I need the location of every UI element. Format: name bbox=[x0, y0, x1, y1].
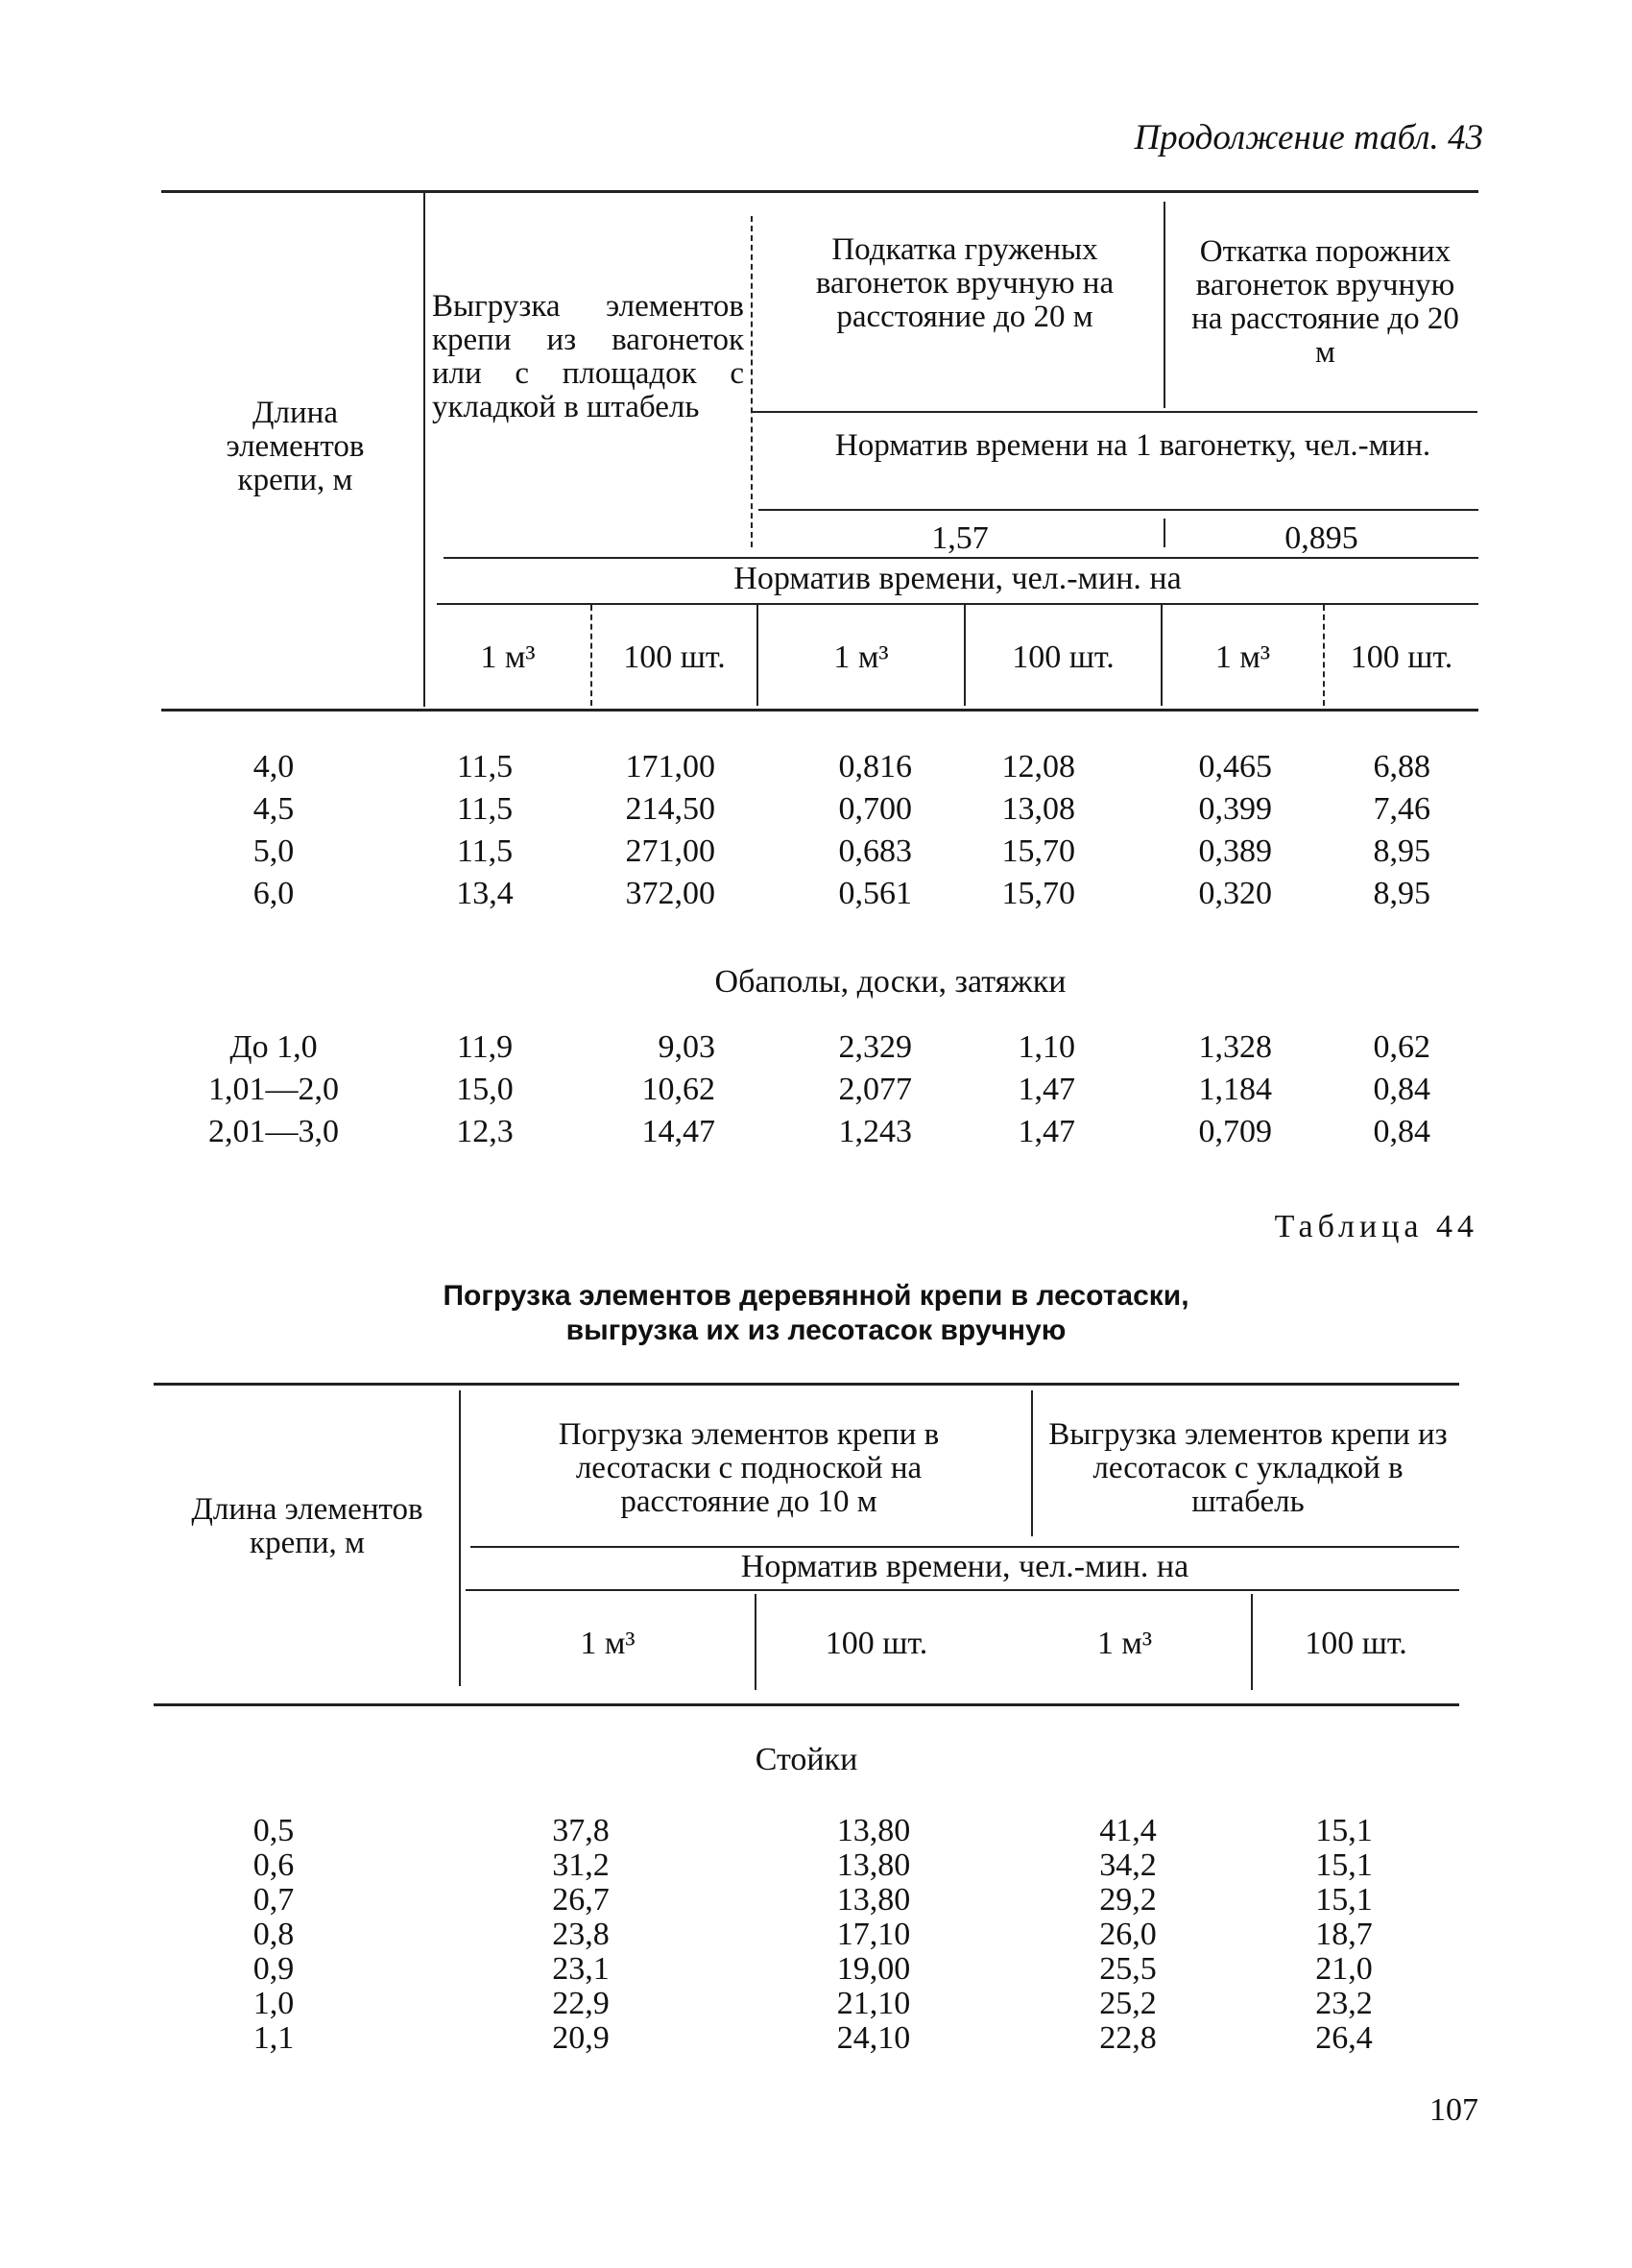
title-line: Погрузка элементов деревянной крепи в лесотаски, bbox=[443, 1280, 1189, 1312]
cell: 4,0 bbox=[252, 749, 295, 784]
cell: 31,2 bbox=[552, 1847, 610, 1883]
cell: 0,62 bbox=[1373, 1029, 1430, 1065]
cell: 22,8 bbox=[1099, 2020, 1157, 2056]
cell: 15,0 bbox=[456, 1072, 514, 1107]
header-rule bbox=[753, 411, 1477, 413]
continuation-label: Продолжение табл. 43 bbox=[1134, 118, 1483, 157]
page-number: 107 bbox=[1429, 2092, 1478, 2128]
cell: 19,00 bbox=[836, 1951, 911, 1987]
table-44-label: Таблица 44 bbox=[1274, 1209, 1478, 1244]
cell: 0,816 bbox=[838, 749, 912, 784]
cell: 11,5 bbox=[456, 833, 514, 869]
cell: 12,3 bbox=[456, 1114, 514, 1149]
cell: 8,95 bbox=[1373, 833, 1430, 869]
cell: 29,2 bbox=[1099, 1882, 1157, 1918]
cell: 271,00 bbox=[625, 833, 715, 869]
cell: 37,8 bbox=[552, 1813, 610, 1848]
cell: 26,4 bbox=[1315, 2020, 1373, 2056]
cell: 23,2 bbox=[1315, 1986, 1373, 2021]
cell: 26,7 bbox=[552, 1882, 610, 1918]
cell: 15,1 bbox=[1315, 1847, 1373, 1883]
header-rule bbox=[758, 509, 1478, 511]
cell: 0,84 bbox=[1373, 1114, 1430, 1149]
cell: 1,47 bbox=[1018, 1072, 1075, 1107]
cell: 13,4 bbox=[456, 876, 514, 911]
unit-header: 100 шт. bbox=[1305, 1626, 1407, 1661]
cell: 15,70 bbox=[1001, 876, 1075, 911]
cell: 22,9 bbox=[552, 1986, 610, 2021]
cell: 17,10 bbox=[836, 1917, 911, 1952]
header-rule bbox=[466, 1589, 1459, 1591]
cell: 4,5 bbox=[252, 791, 295, 827]
col-header-push: Подкатка груженых вагонеток вручную на расстояние до 20 м bbox=[815, 232, 1115, 334]
cell: 13,80 bbox=[836, 1882, 911, 1918]
cell: 0,320 bbox=[1198, 876, 1272, 911]
cell: 1,184 bbox=[1198, 1072, 1272, 1107]
unit-header: 1 м³ bbox=[1214, 639, 1271, 675]
cell: 41,4 bbox=[1099, 1813, 1157, 1848]
push-norm-value: 1,57 bbox=[931, 520, 989, 556]
cell: 21,10 bbox=[836, 1986, 911, 2021]
cell: 171,00 bbox=[625, 749, 715, 784]
col-divider bbox=[423, 190, 425, 707]
section-heading: Обаполы, доски, затяжки bbox=[714, 964, 1067, 1000]
col-header-unload: Выгрузка элементов крепи из вагонеток или с площадок с укладкой в штабель bbox=[432, 289, 744, 424]
cell: 20,9 bbox=[552, 2020, 610, 2056]
col-header-length: Длина элементов крепи, м bbox=[226, 396, 365, 497]
header-rule bbox=[444, 557, 1478, 559]
cell: 6,0 bbox=[252, 876, 295, 911]
cell: 0,709 bbox=[1198, 1114, 1272, 1149]
cell: 12,08 bbox=[1001, 749, 1075, 784]
cell: 0,6 bbox=[252, 1847, 295, 1883]
cell: 2,077 bbox=[838, 1072, 912, 1107]
header-rule bbox=[470, 1546, 1459, 1548]
header-bottom-rule bbox=[161, 709, 1478, 712]
cell: 1,1 bbox=[252, 2020, 295, 2056]
cell: 9,03 bbox=[658, 1029, 715, 1065]
cell: 0,399 bbox=[1198, 791, 1272, 827]
cell: 1,10 bbox=[1018, 1029, 1075, 1065]
cell: 0,465 bbox=[1198, 749, 1272, 784]
cell: 15,1 bbox=[1315, 1882, 1373, 1918]
cell: 25,2 bbox=[1099, 1986, 1157, 2021]
cell: 0,389 bbox=[1198, 833, 1272, 869]
col-divider bbox=[751, 216, 753, 547]
cell: 0,7 bbox=[252, 1882, 295, 1918]
cell: 1,0 bbox=[252, 1986, 295, 2021]
cell: 1,328 bbox=[1198, 1029, 1272, 1065]
header-bottom-rule bbox=[154, 1703, 1459, 1706]
cell: 23,8 bbox=[552, 1917, 610, 1952]
cell: 214,50 bbox=[625, 791, 715, 827]
cell: 1,243 bbox=[838, 1114, 912, 1149]
cell: 1,47 bbox=[1018, 1114, 1075, 1149]
unit-header: 100 шт. bbox=[623, 639, 726, 675]
cell: 2,01—3,0 bbox=[208, 1114, 339, 1149]
col-divider bbox=[1031, 1390, 1033, 1536]
roll-norm-value: 0,895 bbox=[1284, 520, 1358, 556]
col-header-length: Длина элементов крепи, м bbox=[191, 1492, 423, 1560]
cell: 13,80 bbox=[836, 1847, 911, 1883]
table-top-rule bbox=[154, 1383, 1459, 1386]
cell: 0,84 bbox=[1373, 1072, 1430, 1107]
cell: 23,1 bbox=[552, 1951, 610, 1987]
unit-header: 1 м³ bbox=[1096, 1626, 1153, 1661]
cell: 2,329 bbox=[838, 1029, 912, 1065]
cell: 15,1 bbox=[1315, 1813, 1373, 1848]
col-header-unload: Выгрузка элементов крепи из лесотасок с укладкой в штабель bbox=[1048, 1417, 1448, 1519]
cell: 18,7 bbox=[1315, 1917, 1373, 1952]
cell: 25,5 bbox=[1099, 1951, 1157, 1987]
col-divider bbox=[1164, 202, 1165, 408]
section-heading: Стойки bbox=[755, 1742, 858, 1777]
norm-per-cart: Норматив времени на 1 вагонетку, чел.-мин. bbox=[834, 428, 1431, 463]
unit-header: 1 м³ bbox=[480, 639, 536, 675]
cell: 14,47 bbox=[641, 1114, 715, 1149]
unit-header: 1 м³ bbox=[833, 639, 889, 675]
title-line: выгрузка их из лесотасок вручную bbox=[565, 1315, 1067, 1346]
cell: До 1,0 bbox=[229, 1029, 318, 1065]
cell: 0,9 bbox=[252, 1951, 295, 1987]
cell: 8,95 bbox=[1373, 876, 1430, 911]
cell: 0,8 bbox=[252, 1917, 295, 1952]
table-top-rule bbox=[161, 190, 1478, 193]
cell: 0,561 bbox=[838, 876, 912, 911]
norm-per-unit-header: Норматив времени, чел.-мин. на bbox=[740, 1549, 1189, 1584]
table-44-title bbox=[192, 1279, 1440, 1348]
cell: 7,46 bbox=[1373, 791, 1430, 827]
cell: 13,08 bbox=[1001, 791, 1075, 827]
cell: 6,88 bbox=[1373, 749, 1430, 784]
cell: 11,5 bbox=[456, 791, 514, 827]
cell: 34,2 bbox=[1099, 1847, 1157, 1883]
cell: 1,01—2,0 bbox=[208, 1072, 339, 1107]
cell: 0,5 bbox=[252, 1813, 295, 1848]
unit-header: 100 шт. bbox=[1012, 639, 1115, 675]
cell: 0,683 bbox=[838, 833, 912, 869]
col-header-load: Погрузка элементов крепи в лесотаски с подноской на расстояние до 10 м bbox=[558, 1417, 940, 1519]
cell: 11,9 bbox=[456, 1029, 514, 1065]
cell: 11,5 bbox=[456, 749, 514, 784]
cell: 0,700 bbox=[838, 791, 912, 827]
cell: 15,70 bbox=[1001, 833, 1075, 869]
unit-header: 100 шт. bbox=[825, 1626, 928, 1661]
cell: 21,0 bbox=[1315, 1951, 1373, 1987]
cell: 5,0 bbox=[252, 833, 295, 869]
unit-header: 100 шт. bbox=[1350, 639, 1453, 675]
cell: 26,0 bbox=[1099, 1917, 1157, 1952]
unit-header: 1 м³ bbox=[580, 1626, 636, 1661]
cell: 13,80 bbox=[836, 1813, 911, 1848]
cell: 10,62 bbox=[641, 1072, 715, 1107]
col-header-roll: Откатка порожних вагонеток вручную на расстояние до 20 м bbox=[1191, 234, 1459, 370]
cell: 24,10 bbox=[836, 2020, 911, 2056]
norm-per-unit-header: Норматив времени, чел.-мин. на bbox=[733, 561, 1182, 596]
cell: 372,00 bbox=[625, 876, 715, 911]
